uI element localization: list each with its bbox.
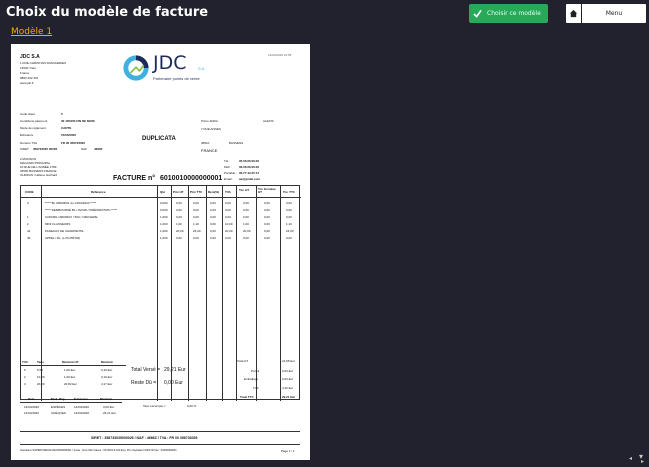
contact-value-3: aa@gmail.com: [239, 177, 261, 181]
invoice-preview: [11, 44, 310, 460]
tva-value: FR 00 356733035: [61, 141, 86, 145]
cell-total-ht: 0,00: [243, 215, 249, 219]
company-address-1: 1 RUE CHRISTIAN FRANCERIES: [20, 61, 67, 65]
choose-model-button[interactable]: [469, 4, 548, 23]
col-header-vat: TVA: [225, 190, 231, 194]
cell-reference: MINI CLASSEURS: [45, 222, 71, 226]
vat-cell: 1,00 Eur: [64, 375, 76, 379]
cell-reference: ***** BL 00000001 du 14/04/2020 *****: [45, 201, 97, 205]
vat-cell: 0,10 Eur: [101, 375, 113, 379]
logo-mark: JDC: [153, 52, 187, 74]
contact-value-0: 05.56.06.06.06: [239, 159, 260, 163]
check-icon: [473, 9, 482, 18]
pay-header-date: Date: [28, 397, 35, 401]
info-value-1: 30 JOURS FIN DE MOIS: [61, 119, 95, 123]
cell-ecotax: 0,00: [264, 201, 270, 205]
logo-tagline: Partenaire points de vente: [153, 76, 200, 81]
scroll-down-icon[interactable]: ▾: [639, 452, 644, 461]
pay-header-due: Échéance: [74, 397, 89, 401]
vat-cell: 20,00: [37, 382, 45, 386]
model-1-link[interactable]: Modèle 1: [11, 27, 53, 37]
naf-label: NAF: [81, 147, 87, 151]
cell-discount: 0,00: [210, 215, 216, 219]
client-city: BASSENS: [229, 141, 244, 145]
col-header-price-ht: Prix HT: [173, 190, 184, 194]
delivery-line-2: 10 RUE DE L'ANNÉE 1789: [20, 165, 57, 169]
col-header-qty: Qté: [160, 190, 166, 194]
delivery-line-0: LIVRAISON: [20, 157, 37, 161]
vat-cell: 6: [24, 368, 26, 372]
company-phone: 0800 202 301: [20, 76, 39, 80]
col-header-reference: Référence: [91, 190, 106, 194]
invoice-number-label: FACTURE n°: [113, 175, 156, 182]
amount-due-label: Reste Dû =: [131, 380, 157, 386]
total-ttc-value: 29,21 Eur: [282, 395, 296, 399]
menu-label: Menu: [605, 10, 623, 17]
vat-cell: 1,00 Eur: [64, 368, 76, 372]
cell-price-ht: 1,00: [176, 222, 182, 226]
delivery-line-4: OURDAN / Hélène Hochard: [20, 173, 58, 177]
cell-ecotax: 0,00: [264, 208, 270, 212]
client-street: 7 RUE ANNES: [201, 127, 221, 131]
info-label-2: Mode de règlement: [20, 126, 46, 130]
pay-cell: CHÈQUES: [51, 411, 66, 415]
total-paid-value: 29,21 Eur: [164, 367, 186, 373]
vat-cell: 5,50: [37, 368, 43, 372]
info-value-3: 15/05/2020: [61, 133, 77, 137]
contact-value-2: 06.77.42.25.74: [239, 171, 260, 175]
pay-header-method: Mod. Rég.: [51, 397, 66, 401]
home-icon: [566, 4, 582, 23]
cell-price-ttc: 24,00: [193, 229, 201, 233]
discount-rate-label: Taux escompte =: [143, 404, 166, 408]
vat-header-base: Montant HT: [62, 360, 79, 364]
cell-code: 44: [27, 229, 31, 233]
packaging-label: Emballage: [244, 377, 259, 381]
pay-header-amount: Montant: [100, 397, 112, 401]
pay-cell: 14/04/2020: [74, 405, 90, 409]
delivery-line-3: 33530 BASSENS FRANCE: [20, 169, 57, 173]
cell-vat: 10,00: [225, 222, 233, 226]
client-name: Prime ADDA: [201, 119, 218, 123]
footer-details: Opérateur SUPERVISEUR Mail:0000000001 / poste : lieux 002 Caisse : 00-0001 8-100 Exp. Prix Opérateur 0000 ID Fac : 00000000001: [20, 449, 177, 452]
col-header-discount: Rem(%): [208, 190, 220, 194]
cell-price-ttc: 0,00: [193, 236, 199, 240]
pay-cell: 14/04/2020: [24, 411, 40, 415]
cell-vat: 0,00: [225, 208, 231, 212]
cell-reference: APPEL / ÉL. (LOGITÉTIR): [45, 236, 81, 240]
cell-total-ttc: 0,00: [286, 201, 292, 205]
logo-suffix: S.A: [198, 66, 205, 71]
cell-reference: COFFRE 1000/MAX / 500 / 1000/LERE: [45, 215, 98, 219]
contact-label-2: Portable :: [224, 171, 237, 175]
cell-code: 2: [27, 222, 29, 226]
cell-vat: 0,00: [225, 201, 231, 205]
total-ht-value: 21,55 Eur: [282, 359, 296, 363]
total-paid-label: Total Versé =: [131, 367, 161, 373]
cell-ecotax: 0,00: [264, 222, 270, 226]
cell-vat: 0,00: [225, 236, 231, 240]
siret-label: SIRET: [20, 147, 29, 151]
cell-price-ht: 20,00: [176, 229, 184, 233]
cell-discount: 0,00: [210, 201, 216, 205]
cell-price-ht: 0,00: [176, 201, 182, 205]
cell-price-ht: 0,00: [176, 215, 182, 219]
client-first-name: ALEXIS: [263, 119, 274, 123]
cell-ecotax: 0,00: [264, 215, 270, 219]
col-header-ecotax: Tot. Ecotaxe HT: [258, 187, 276, 194]
siret-value: 356733035 00026: [33, 147, 58, 151]
footer-siret: SIRET : 356733035000026 / NAF : 4666Z / TVA : FR 00 356733035: [91, 436, 198, 440]
page-number: Page 1 / 1: [281, 449, 295, 453]
cell-qty: 1,000: [160, 215, 168, 219]
shipping-value: 0,00 Eur: [282, 369, 294, 373]
col-header-code: CODE: [25, 190, 34, 194]
choose-model-label: Choisir ce modèle: [487, 10, 541, 17]
cell-qty: 1,000: [160, 222, 168, 226]
cell-total-ttc: 0,00: [286, 208, 292, 212]
col-header-total-ht: Tot. HT: [239, 188, 250, 192]
cell-total-ht: 0,00: [243, 201, 249, 205]
print-datetime: 13/04/2020 15:58: [268, 53, 292, 57]
cell-price-ttc: 0,00: [193, 208, 199, 212]
cell-discount: 0,00: [210, 208, 216, 212]
client-zip: 38510: [201, 141, 210, 145]
delivery-line-1: MAGASIN PRINCIPAL: [20, 161, 51, 165]
cell-total-ht: 0,00: [243, 236, 249, 240]
cell-total-ttc: 0,00: [286, 236, 292, 240]
cell-price-ttc: 0,00: [193, 215, 199, 219]
pay-cell: 26,21 Eur: [103, 411, 117, 415]
pay-cell: 14/04/2020: [74, 411, 90, 415]
company-name: JDC S.A: [20, 54, 40, 60]
cell-price-ht: 0,00: [176, 236, 182, 240]
total-ht-label: Total HT: [237, 359, 249, 363]
col-header-total-ttc: Tot. TTC: [283, 190, 295, 194]
info-label-0: Code client: [20, 112, 36, 116]
discount-rate-value: 0,00 %: [187, 404, 197, 408]
info-label-1: Conditions paiement: [20, 119, 48, 123]
cell-vat: 20,00: [225, 229, 233, 233]
cell-ecotax: 0,00: [264, 229, 270, 233]
info-label-3: Échéance: [20, 133, 34, 137]
cell-total-ht: 1,00: [243, 222, 249, 226]
cell-reference: PANEAUX DE CHARPENTE: [45, 229, 84, 233]
vat-total-label: TVA: [253, 386, 259, 390]
shipping-label: Port &: [251, 369, 260, 373]
logo-icon: [122, 54, 150, 82]
cell-vat: 0,00: [225, 215, 231, 219]
col-header-price-ttc: Prix TTC: [190, 190, 203, 194]
pay-cell: 14/04/2020: [24, 405, 40, 409]
cell-price-ht: 0,00: [176, 208, 182, 212]
cell-reference: ***** REMBOURSÉ BL / AVOIR / PRÉPARATION *****: [45, 208, 118, 212]
cell-code: 1: [27, 215, 29, 219]
vat-cell: 2: [24, 375, 26, 379]
vat-cell: 3: [24, 382, 26, 386]
vat-cell: 0,10 Eur: [101, 368, 113, 372]
contact-label-3: Email :: [224, 177, 234, 181]
pay-cell: 3,00 Eur: [103, 405, 115, 409]
cell-price-ttc: 1,10: [193, 222, 199, 226]
cell-qty: 1,000: [160, 229, 168, 233]
company-address-2: 13530 Trets: [20, 66, 36, 70]
page-title: Choix du modèle de facture: [6, 5, 209, 20]
client-country: FRANCE: [201, 148, 218, 153]
vat-header-amount: Montant: [101, 360, 113, 364]
cell-discount: 0,00: [210, 236, 216, 240]
cell-total-ttc: 24,00: [286, 229, 294, 233]
vat-cell: 4,17 Eur: [101, 382, 113, 386]
cell-price-ttc: 0,00: [193, 201, 199, 205]
info-value-0: 5: [61, 112, 63, 116]
company-country: France: [20, 71, 30, 75]
cell-code: 0: [27, 201, 29, 205]
cell-ecotax: 0,00: [264, 236, 270, 240]
vat-header-rate: Taux: [37, 360, 44, 364]
pay-cell: ESPÈCES: [51, 405, 66, 409]
menu-button[interactable]: [566, 4, 646, 23]
cell-qty: 0,000: [160, 201, 168, 205]
company-logo: [122, 52, 212, 88]
naf-value: 4666Z: [94, 147, 103, 151]
cell-code: 45: [27, 236, 31, 240]
packaging-value: 0,00 Eur: [282, 377, 294, 381]
company-web: www.jdc.fr: [20, 81, 34, 85]
cell-qty: 0,000: [160, 208, 168, 212]
vat-header-tva: TVA: [22, 360, 28, 364]
scroll-right-icon[interactable]: ▸: [641, 458, 645, 465]
cell-total-ttc: 1,10: [286, 222, 292, 226]
amount-due-value: 0,00 Eur: [164, 380, 183, 386]
scroll-left-icon[interactable]: ◂: [629, 455, 633, 462]
vat-cell: 20,82 Eur: [64, 382, 78, 386]
cell-total-ht: 20,00: [243, 229, 251, 233]
vat-cell: 10,00: [37, 375, 45, 379]
tva-label: Numéro TVA: [20, 141, 38, 145]
cell-discount: 0,00: [210, 222, 216, 226]
info-value-2: CARTE: [61, 126, 72, 130]
cell-qty: 1,000: [160, 236, 168, 240]
total-ttc-label: Total TTC: [240, 395, 254, 399]
invoice-number: 6010010000000001: [160, 175, 223, 182]
cell-total-ttc: 0,00: [286, 215, 292, 219]
duplicata-stamp: DUPLICATA: [142, 136, 176, 142]
contact-label-0: Tél :: [224, 159, 230, 163]
contact-label-1: Mob :: [224, 165, 232, 169]
vat-total-value: 4,42 Eur: [282, 386, 294, 390]
cell-total-ht: 0,00: [243, 208, 249, 212]
cell-discount: 0,00: [210, 229, 216, 233]
contact-value-1: 06.06.06.06.06: [239, 165, 260, 169]
